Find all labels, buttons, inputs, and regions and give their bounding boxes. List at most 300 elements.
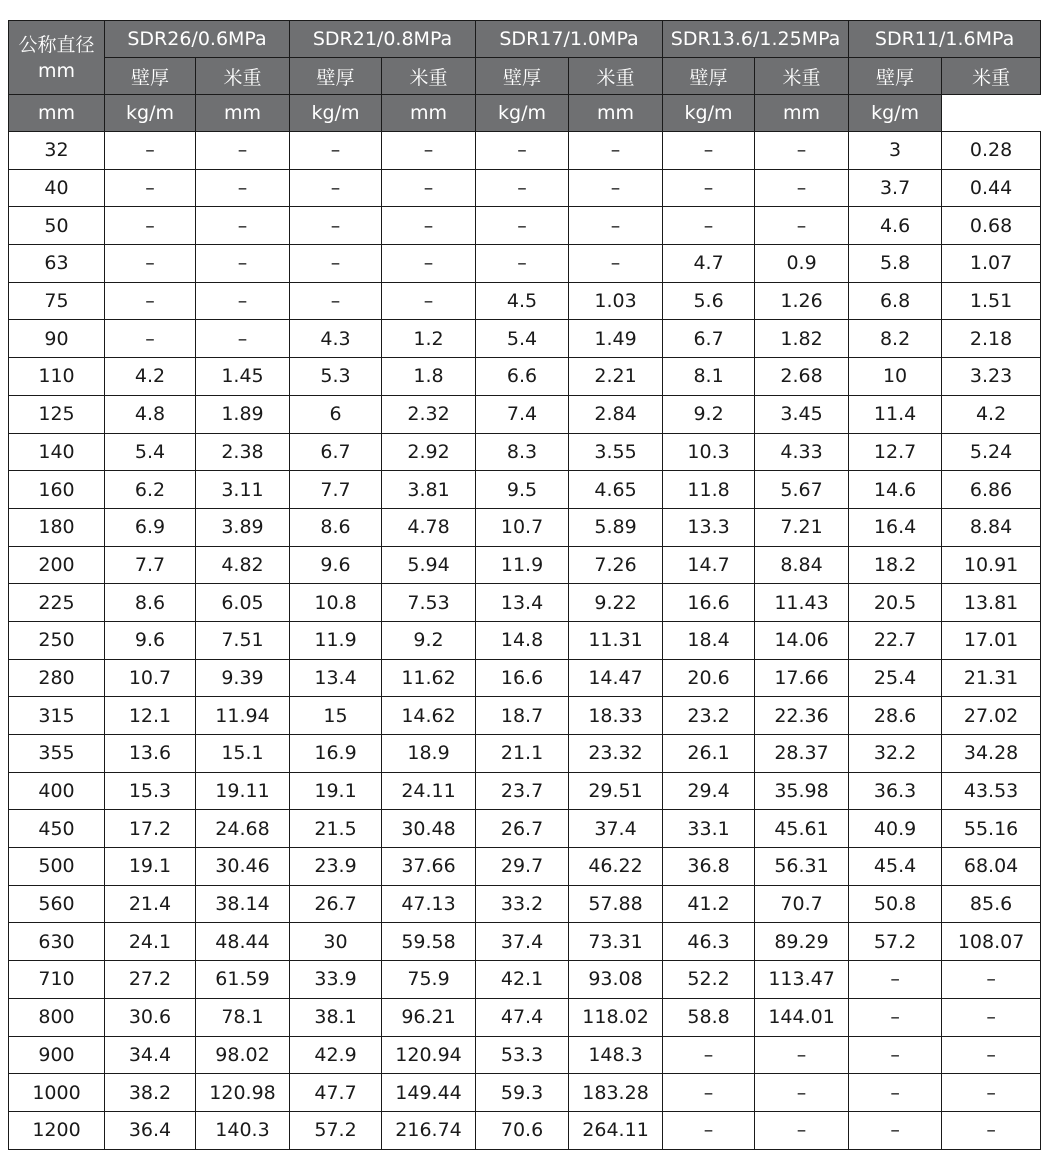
wall-thickness-cell: – xyxy=(105,132,196,170)
table-row xyxy=(9,433,1041,471)
nominal-diameter-cell: 160 xyxy=(9,471,105,509)
meter-weight-cell: 57.88 xyxy=(569,885,663,923)
meter-weight-cell: 0.9 xyxy=(755,245,849,283)
unit-header: mm xyxy=(382,95,476,132)
wall-thickness-cell: 57.2 xyxy=(849,923,942,961)
meter-weight-cell: 70.7 xyxy=(755,885,849,923)
meter-weight-cell: 68.04 xyxy=(942,848,1041,886)
meter-weight-cell: – xyxy=(755,132,849,170)
meter-weight-cell: 183.28 xyxy=(569,1074,663,1112)
table-row xyxy=(9,697,1041,735)
wall-thickness-cell: 47.7 xyxy=(290,1074,382,1112)
wall-thickness-cell: 47.4 xyxy=(476,998,569,1036)
nominal-diameter-cell: 280 xyxy=(9,659,105,697)
meter-weight-cell: – xyxy=(382,207,476,245)
wall-thickness-cell: 53.3 xyxy=(476,1036,569,1074)
nominal-diameter-label: 公称直径 xyxy=(18,33,95,56)
wall-thickness-cell: – xyxy=(105,245,196,283)
wall-thickness-cell: 29.4 xyxy=(663,772,755,810)
wall-thickness-cell: 22.7 xyxy=(849,621,942,659)
meter-weight-cell: 14.62 xyxy=(382,697,476,735)
wall-thickness-cell: – xyxy=(476,169,569,207)
wall-thickness-cell: 26.7 xyxy=(290,885,382,923)
group-header-sdr17: SDR17/1.0MPa xyxy=(476,21,663,58)
wall-thickness-cell: 26.7 xyxy=(476,810,569,848)
wall-thickness-cell: 5.4 xyxy=(476,320,569,358)
meter-weight-cell: 10.91 xyxy=(942,546,1041,584)
wall-thickness-cell: – xyxy=(663,1074,755,1112)
subheader-wall-thickness: 壁厚 xyxy=(476,58,569,95)
meter-weight-cell: 1.03 xyxy=(569,282,663,320)
wall-thickness-cell: 9.2 xyxy=(663,395,755,433)
meter-weight-cell: 21.31 xyxy=(942,659,1041,697)
meter-weight-cell: 89.29 xyxy=(755,923,849,961)
wall-thickness-cell: 17.2 xyxy=(105,810,196,848)
meter-weight-cell: 3.89 xyxy=(196,508,290,546)
nominal-diameter-cell: 1200 xyxy=(9,1111,105,1149)
nominal-diameter-cell: 710 xyxy=(9,961,105,999)
meter-weight-cell: 7.53 xyxy=(382,584,476,622)
meter-weight-cell: – xyxy=(755,207,849,245)
table-row xyxy=(9,245,1041,283)
wall-thickness-cell: 10.8 xyxy=(290,584,382,622)
meter-weight-cell: 73.31 xyxy=(569,923,663,961)
table-row xyxy=(9,998,1041,1036)
meter-weight-cell: – xyxy=(382,245,476,283)
table-row xyxy=(9,885,1041,923)
meter-weight-cell: 9.39 xyxy=(196,659,290,697)
nominal-diameter-cell: 180 xyxy=(9,508,105,546)
nominal-diameter-cell: 450 xyxy=(9,810,105,848)
wall-thickness-cell: 50.8 xyxy=(849,885,942,923)
meter-weight-cell: 30.46 xyxy=(196,848,290,886)
subheader-wall-thickness: 壁厚 xyxy=(663,58,755,95)
nominal-diameter-cell: 75 xyxy=(9,282,105,320)
wall-thickness-cell: 4.5 xyxy=(476,282,569,320)
wall-thickness-cell: 8.3 xyxy=(476,433,569,471)
wall-thickness-cell: 45.4 xyxy=(849,848,942,886)
wall-thickness-cell: 9.5 xyxy=(476,471,569,509)
wall-thickness-cell: 58.8 xyxy=(663,998,755,1036)
meter-weight-cell: – xyxy=(196,282,290,320)
unit-header: mm xyxy=(196,95,290,132)
meter-weight-cell: – xyxy=(382,132,476,170)
meter-weight-cell: 38.14 xyxy=(196,885,290,923)
wall-thickness-cell: – xyxy=(849,961,942,999)
unit-header: kg/m xyxy=(105,95,196,132)
table-row xyxy=(9,659,1041,697)
wall-thickness-cell: – xyxy=(476,207,569,245)
nominal-diameter-cell: 1000 xyxy=(9,1074,105,1112)
meter-weight-cell: 93.08 xyxy=(569,961,663,999)
wall-thickness-cell: 11.4 xyxy=(849,395,942,433)
nominal-diameter-cell: 110 xyxy=(9,358,105,396)
wall-thickness-cell: 28.6 xyxy=(849,697,942,735)
wall-thickness-cell: 12.1 xyxy=(105,697,196,735)
meter-weight-cell: 1.51 xyxy=(942,282,1041,320)
nominal-diameter-cell: 90 xyxy=(9,320,105,358)
table-row xyxy=(9,395,1041,433)
header-row-units xyxy=(9,95,1041,132)
nominal-diameter-cell: 40 xyxy=(9,169,105,207)
subheader-wall-thickness: 壁厚 xyxy=(105,58,196,95)
group-header-sdr13-6: SDR13.6/1.25MPa xyxy=(663,21,849,58)
wall-thickness-cell: 16.6 xyxy=(476,659,569,697)
meter-weight-cell: – xyxy=(755,169,849,207)
meter-weight-cell: 7.21 xyxy=(755,508,849,546)
meter-weight-cell: 6.05 xyxy=(196,584,290,622)
wall-thickness-cell: 16.9 xyxy=(290,735,382,773)
wall-thickness-cell: 32.2 xyxy=(849,735,942,773)
meter-weight-cell: – xyxy=(569,132,663,170)
meter-weight-cell: 3.11 xyxy=(196,471,290,509)
wall-thickness-cell: 5.3 xyxy=(290,358,382,396)
meter-weight-cell: – xyxy=(755,1111,849,1149)
meter-weight-cell: 9.2 xyxy=(382,621,476,659)
wall-thickness-cell: – xyxy=(849,1074,942,1112)
table-row xyxy=(9,471,1041,509)
wall-thickness-cell: 6.9 xyxy=(105,508,196,546)
wall-thickness-cell: 6.6 xyxy=(476,358,569,396)
wall-thickness-cell: 6.7 xyxy=(663,320,755,358)
meter-weight-cell: – xyxy=(382,169,476,207)
meter-weight-cell: 75.9 xyxy=(382,961,476,999)
meter-weight-cell: 148.3 xyxy=(569,1036,663,1074)
meter-weight-cell: 4.2 xyxy=(942,395,1041,433)
wall-thickness-cell: 7.4 xyxy=(476,395,569,433)
wall-thickness-cell: 10 xyxy=(849,358,942,396)
nominal-diameter-cell: 250 xyxy=(9,621,105,659)
meter-weight-cell: 24.68 xyxy=(196,810,290,848)
meter-weight-cell: 1.8 xyxy=(382,358,476,396)
wall-thickness-cell: 10.7 xyxy=(105,659,196,697)
meter-weight-cell: 96.21 xyxy=(382,998,476,1036)
meter-weight-cell: 24.11 xyxy=(382,772,476,810)
wall-thickness-cell: – xyxy=(663,169,755,207)
wall-thickness-cell: 40.9 xyxy=(849,810,942,848)
wall-thickness-cell: 30 xyxy=(290,923,382,961)
meter-weight-cell: 8.84 xyxy=(755,546,849,584)
subheader-wall-thickness: 壁厚 xyxy=(290,58,382,95)
meter-weight-cell: 98.02 xyxy=(196,1036,290,1074)
meter-weight-cell: 28.37 xyxy=(755,735,849,773)
meter-weight-cell: 37.66 xyxy=(382,848,476,886)
meter-weight-cell: 47.13 xyxy=(382,885,476,923)
wall-thickness-cell: 8.6 xyxy=(105,584,196,622)
meter-weight-cell: 48.44 xyxy=(196,923,290,961)
meter-weight-cell: 14.47 xyxy=(569,659,663,697)
meter-weight-cell: 4.78 xyxy=(382,508,476,546)
meter-weight-cell: – xyxy=(569,245,663,283)
meter-weight-cell: 37.4 xyxy=(569,810,663,848)
meter-weight-cell: 11.43 xyxy=(755,584,849,622)
meter-weight-cell: 2.38 xyxy=(196,433,290,471)
wall-thickness-cell: 13.6 xyxy=(105,735,196,773)
subheader-meter-weight: 米重 xyxy=(196,58,290,95)
meter-weight-cell: – xyxy=(942,1074,1041,1112)
table-row xyxy=(9,810,1041,848)
wall-thickness-cell: 8.2 xyxy=(849,320,942,358)
wall-thickness-cell: 41.2 xyxy=(663,885,755,923)
meter-weight-cell: 0.44 xyxy=(942,169,1041,207)
meter-weight-cell: 2.21 xyxy=(569,358,663,396)
wall-thickness-cell: 4.2 xyxy=(105,358,196,396)
meter-weight-cell: – xyxy=(196,320,290,358)
wall-thickness-cell: 27.2 xyxy=(105,961,196,999)
meter-weight-cell: 43.53 xyxy=(942,772,1041,810)
unit-header: mm xyxy=(755,95,849,132)
wall-thickness-cell: 3.7 xyxy=(849,169,942,207)
meter-weight-cell: 3.23 xyxy=(942,358,1041,396)
wall-thickness-cell: 5.6 xyxy=(663,282,755,320)
meter-weight-cell: 17.66 xyxy=(755,659,849,697)
table-header xyxy=(9,21,1041,132)
meter-weight-cell: 18.9 xyxy=(382,735,476,773)
wall-thickness-cell: 18.4 xyxy=(663,621,755,659)
wall-thickness-cell: – xyxy=(290,169,382,207)
wall-thickness-cell: 21.5 xyxy=(290,810,382,848)
wall-thickness-cell: – xyxy=(290,282,382,320)
unit-header: kg/m xyxy=(663,95,755,132)
wall-thickness-cell: 57.2 xyxy=(290,1111,382,1149)
wall-thickness-cell: 21.1 xyxy=(476,735,569,773)
meter-weight-cell: 5.67 xyxy=(755,471,849,509)
wall-thickness-cell: 24.1 xyxy=(105,923,196,961)
meter-weight-cell: 56.31 xyxy=(755,848,849,886)
meter-weight-cell: 2.32 xyxy=(382,395,476,433)
meter-weight-cell: 0.68 xyxy=(942,207,1041,245)
wall-thickness-cell: – xyxy=(849,998,942,1036)
wall-thickness-cell: 4.6 xyxy=(849,207,942,245)
wall-thickness-cell: 9.6 xyxy=(290,546,382,584)
meter-weight-cell: 29.51 xyxy=(569,772,663,810)
wall-thickness-cell: 33.2 xyxy=(476,885,569,923)
meter-weight-cell: 1.89 xyxy=(196,395,290,433)
wall-thickness-cell: 6 xyxy=(290,395,382,433)
meter-weight-cell: – xyxy=(382,282,476,320)
nominal-diameter-cell: 125 xyxy=(9,395,105,433)
meter-weight-cell: 1.82 xyxy=(755,320,849,358)
meter-weight-cell: 3.55 xyxy=(569,433,663,471)
wall-thickness-cell: – xyxy=(849,1036,942,1074)
nominal-diameter-cell: 225 xyxy=(9,584,105,622)
header-row-groups xyxy=(9,21,1041,58)
subheader-meter-weight: 米重 xyxy=(382,58,476,95)
wall-thickness-cell: 11.8 xyxy=(663,471,755,509)
wall-thickness-cell: – xyxy=(105,282,196,320)
meter-weight-cell: 22.36 xyxy=(755,697,849,735)
table-row xyxy=(9,508,1041,546)
wall-thickness-cell: 42.1 xyxy=(476,961,569,999)
nominal-diameter-cell: 140 xyxy=(9,433,105,471)
table-row xyxy=(9,584,1041,622)
wall-thickness-cell: 14.6 xyxy=(849,471,942,509)
meter-weight-cell: – xyxy=(942,998,1041,1036)
meter-weight-cell: 30.48 xyxy=(382,810,476,848)
wall-thickness-cell: 15 xyxy=(290,697,382,735)
wall-thickness-cell: 4.3 xyxy=(290,320,382,358)
wall-thickness-cell: 38.2 xyxy=(105,1074,196,1112)
meter-weight-cell: 5.24 xyxy=(942,433,1041,471)
wall-thickness-cell: 38.1 xyxy=(290,998,382,1036)
wall-thickness-cell: 11.9 xyxy=(476,546,569,584)
nominal-diameter-unit: mm xyxy=(37,59,76,82)
meter-weight-cell: 78.1 xyxy=(196,998,290,1036)
wall-thickness-cell: 33.1 xyxy=(663,810,755,848)
wall-thickness-cell: 6.7 xyxy=(290,433,382,471)
table-row xyxy=(9,848,1041,886)
wall-thickness-cell: 5.8 xyxy=(849,245,942,283)
meter-weight-cell: 34.28 xyxy=(942,735,1041,773)
wall-thickness-cell: 7.7 xyxy=(290,471,382,509)
meter-weight-cell: 1.49 xyxy=(569,320,663,358)
wall-thickness-cell: 52.2 xyxy=(663,961,755,999)
meter-weight-cell: 11.31 xyxy=(569,621,663,659)
wall-thickness-cell: 20.5 xyxy=(849,584,942,622)
wall-thickness-cell: 29.7 xyxy=(476,848,569,886)
wall-thickness-cell: 6.8 xyxy=(849,282,942,320)
meter-weight-cell: 120.94 xyxy=(382,1036,476,1074)
meter-weight-cell: 2.92 xyxy=(382,433,476,471)
meter-weight-cell: 4.65 xyxy=(569,471,663,509)
wall-thickness-cell: 30.6 xyxy=(105,998,196,1036)
meter-weight-cell: – xyxy=(755,1074,849,1112)
meter-weight-cell: – xyxy=(755,1036,849,1074)
meter-weight-cell: – xyxy=(196,132,290,170)
table-row xyxy=(9,961,1041,999)
group-header-sdr26: SDR26/0.6MPa xyxy=(105,21,290,58)
wall-thickness-cell: 18.7 xyxy=(476,697,569,735)
group-header-sdr21: SDR21/0.8MPa xyxy=(290,21,476,58)
meter-weight-cell: 18.33 xyxy=(569,697,663,735)
meter-weight-cell: 3.81 xyxy=(382,471,476,509)
meter-weight-cell: – xyxy=(942,1111,1041,1149)
wall-thickness-cell: 36.3 xyxy=(849,772,942,810)
meter-weight-cell: – xyxy=(569,207,663,245)
wall-thickness-cell: 14.7 xyxy=(663,546,755,584)
meter-weight-cell: 1.07 xyxy=(942,245,1041,283)
meter-weight-cell: 19.11 xyxy=(196,772,290,810)
wall-thickness-cell: – xyxy=(105,169,196,207)
nominal-diameter-cell: 560 xyxy=(9,885,105,923)
wall-thickness-cell: – xyxy=(663,1036,755,1074)
meter-weight-cell: 3.45 xyxy=(755,395,849,433)
meter-weight-cell: 144.01 xyxy=(755,998,849,1036)
meter-weight-cell: 1.45 xyxy=(196,358,290,396)
wall-thickness-cell: 42.9 xyxy=(290,1036,382,1074)
wall-thickness-cell: 23.7 xyxy=(476,772,569,810)
meter-weight-cell: 85.6 xyxy=(942,885,1041,923)
meter-weight-cell: 108.07 xyxy=(942,923,1041,961)
nominal-diameter-cell: 900 xyxy=(9,1036,105,1074)
nominal-diameter-cell: 800 xyxy=(9,998,105,1036)
meter-weight-cell: 2.18 xyxy=(942,320,1041,358)
meter-weight-cell: – xyxy=(942,1036,1041,1074)
wall-thickness-cell: 13.4 xyxy=(476,584,569,622)
meter-weight-cell: 5.94 xyxy=(382,546,476,584)
meter-weight-cell: 149.44 xyxy=(382,1074,476,1112)
wall-thickness-cell: 5.4 xyxy=(105,433,196,471)
wall-thickness-cell: 3 xyxy=(849,132,942,170)
wall-thickness-cell: 8.1 xyxy=(663,358,755,396)
table-row xyxy=(9,1036,1041,1074)
nominal-diameter-header xyxy=(9,21,105,95)
meter-weight-cell: – xyxy=(196,169,290,207)
wall-thickness-cell: 4.8 xyxy=(105,395,196,433)
unit-header: mm xyxy=(9,95,105,132)
group-header-sdr11: SDR11/1.6MPa xyxy=(849,21,1041,58)
wall-thickness-cell: – xyxy=(290,132,382,170)
wall-thickness-cell: 18.2 xyxy=(849,546,942,584)
wall-thickness-cell: 21.4 xyxy=(105,885,196,923)
wall-thickness-cell: 6.2 xyxy=(105,471,196,509)
meter-weight-cell: 2.84 xyxy=(569,395,663,433)
nominal-diameter-cell: 500 xyxy=(9,848,105,886)
table-row xyxy=(9,132,1041,170)
table-row xyxy=(9,169,1041,207)
wall-thickness-cell: – xyxy=(849,1111,942,1149)
wall-thickness-cell: 8.6 xyxy=(290,508,382,546)
wall-thickness-cell: 26.1 xyxy=(663,735,755,773)
meter-weight-cell: 118.02 xyxy=(569,998,663,1036)
meter-weight-cell: 9.22 xyxy=(569,584,663,622)
wall-thickness-cell: 59.3 xyxy=(476,1074,569,1112)
unit-header: kg/m xyxy=(476,95,569,132)
wall-thickness-cell: 46.3 xyxy=(663,923,755,961)
meter-weight-cell: 4.33 xyxy=(755,433,849,471)
wall-thickness-cell: 34.4 xyxy=(105,1036,196,1074)
meter-weight-cell: 120.98 xyxy=(196,1074,290,1112)
meter-weight-cell: – xyxy=(196,245,290,283)
meter-weight-cell: 0.28 xyxy=(942,132,1041,170)
header-row-subheaders xyxy=(9,58,1041,95)
meter-weight-cell: 59.58 xyxy=(382,923,476,961)
nominal-diameter-cell: 315 xyxy=(9,697,105,735)
wall-thickness-cell: 12.7 xyxy=(849,433,942,471)
nominal-diameter-cell: 630 xyxy=(9,923,105,961)
meter-weight-cell: 13.81 xyxy=(942,584,1041,622)
wall-thickness-cell: – xyxy=(476,245,569,283)
wall-thickness-cell: 36.8 xyxy=(663,848,755,886)
nominal-diameter-cell: 355 xyxy=(9,735,105,773)
wall-thickness-cell: – xyxy=(290,207,382,245)
meter-weight-cell: 11.94 xyxy=(196,697,290,735)
wall-thickness-cell: 16.4 xyxy=(849,508,942,546)
wall-thickness-cell: 11.9 xyxy=(290,621,382,659)
meter-weight-cell: – xyxy=(569,169,663,207)
table-row xyxy=(9,923,1041,961)
wall-thickness-cell: 4.7 xyxy=(663,245,755,283)
wall-thickness-cell: 9.6 xyxy=(105,621,196,659)
wall-thickness-cell: 13.4 xyxy=(290,659,382,697)
meter-weight-cell: 15.1 xyxy=(196,735,290,773)
wall-thickness-cell: – xyxy=(105,207,196,245)
unit-header: kg/m xyxy=(849,95,942,132)
meter-weight-cell: 113.47 xyxy=(755,961,849,999)
meter-weight-cell: 2.68 xyxy=(755,358,849,396)
unit-header: mm xyxy=(569,95,663,132)
wall-thickness-cell: – xyxy=(290,245,382,283)
meter-weight-cell: 5.89 xyxy=(569,508,663,546)
nominal-diameter-cell: 400 xyxy=(9,772,105,810)
table-row xyxy=(9,546,1041,584)
table-row xyxy=(9,207,1041,245)
subheader-meter-weight: 米重 xyxy=(755,58,849,95)
meter-weight-cell: 45.61 xyxy=(755,810,849,848)
meter-weight-cell: 7.51 xyxy=(196,621,290,659)
meter-weight-cell: 1.2 xyxy=(382,320,476,358)
meter-weight-cell: 7.26 xyxy=(569,546,663,584)
